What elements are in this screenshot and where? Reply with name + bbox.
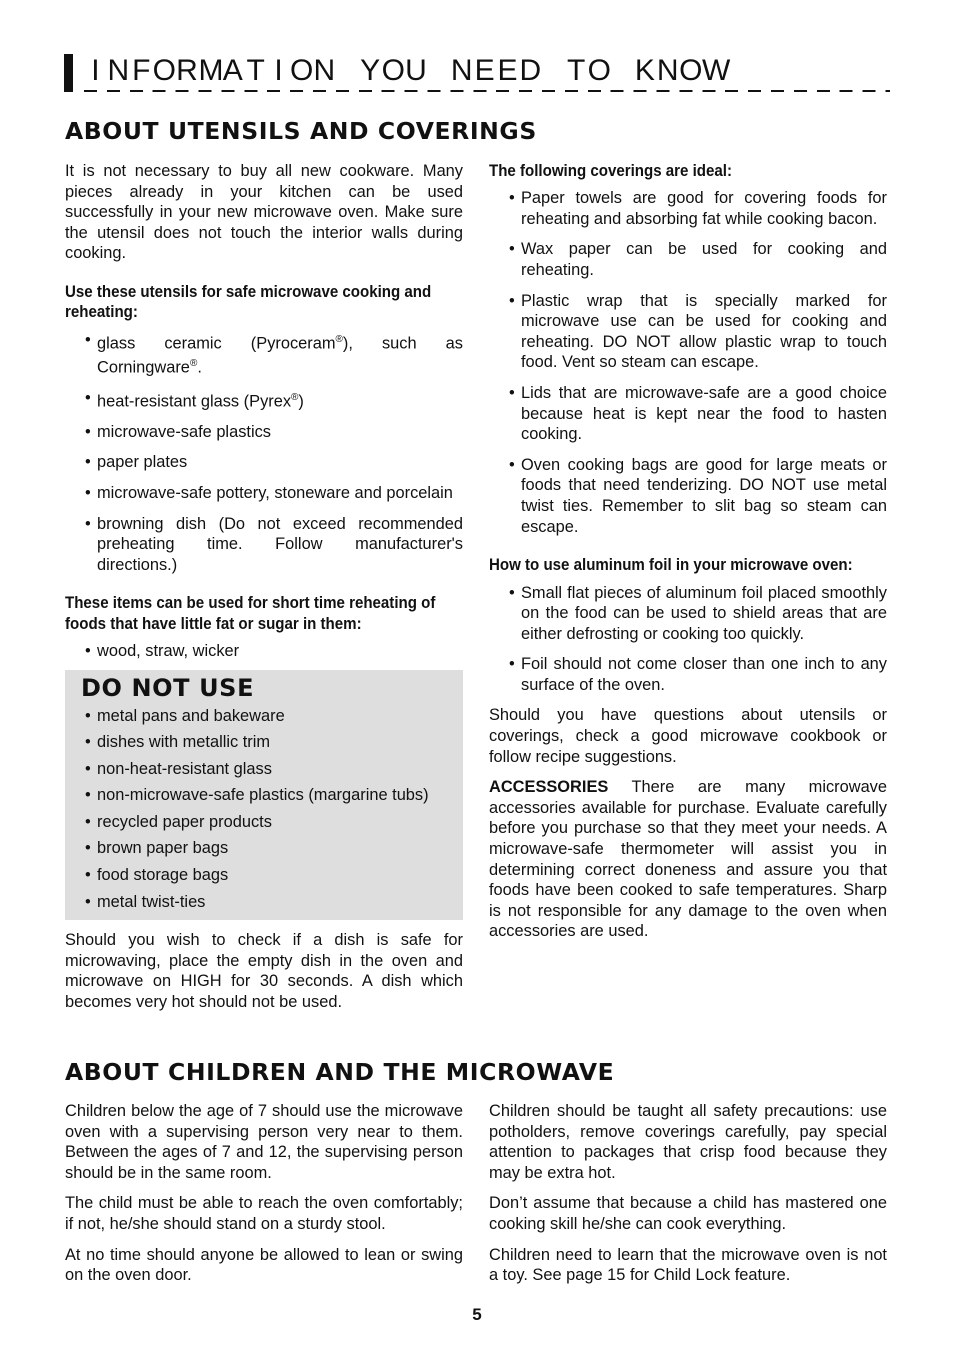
coverings-heading: The following coverings are ideal: [489,162,732,180]
list-item: • Wax paper can be used for cooking and reheating. [489,239,887,280]
children-paragraph: Don’t assume that because a child has mastered one cooking skill he/she can cook everything. [489,1194,887,1233]
list-item: • Plastic wrap that is specially marked for microwave use can be used for cooking and reheating. DO NOT allow plastic wrap to touch food. Vent so steam can escape. [489,291,887,373]
children-heading: ABOUT CHILDREN AND THE MICROWAVE [65,1058,615,1086]
right-column [489,161,887,952]
utensils-intro: It is not necessary to buy all new cookware. Many pieces already in your kitchen can be used successfully in your new microwave oven. Make sure the utensil does not touch the interior walls during cooking. [65,162,463,263]
header-title: I N F O R M A T I O N Y O U N E E D T O K N O W [91,54,731,87]
foil-list [489,583,887,696]
children-right-column [489,1101,887,1296]
list-item: • heat-resistant glass (Pyrex®) [65,388,463,412]
list-item: • non-microwave-safe plastics (margarine tubs) [65,785,463,806]
header-bar [64,54,73,92]
list-item: • Lids that are microwave-safe are a good choice because heat is kept near the food to hasten cooking. [489,383,887,445]
children-paragraph: Children below the age of 7 should use the microwave oven with a supervising person very near to them. Between the ages of 7 and 12, the supervising person should be in the same room. [65,1102,463,1182]
do-not-use-heading: DO NOT USE [81,673,255,702]
dish-test-paragraph: Should you wish to check if a dish is safe for microwaving, place the empty dish in the oven and microwave on HIGH for 30 seconds. A dish which becomes very hot should not be used. [65,931,463,1012]
list-item: • metal pans and bakeware [65,706,463,727]
list-item: • recycled paper products [65,812,463,833]
list-item: • microwave-safe pottery, stoneware and porcelain [65,483,463,504]
children-paragraph: Children should be taught all safety precautions: use potholders, remove coverings carefully, pay special attention to packages that crisp food because they may be extra hot. [489,1102,887,1182]
list-item: • glass ceramic (Pyroceram®), such as Corningware®. [65,330,463,378]
children-paragraph: Children need to learn that the microwave oven is not a toy. See page 15 for Child Lock feature. [489,1245,887,1285]
foil-heading: How to use aluminum foil in your microwave oven: [489,556,853,575]
coverings-list [489,188,887,537]
list-item: • brown paper bags [65,838,463,859]
safe-utensils-heading: Use these utensils for safe microwave cooking and reheating: [65,282,432,322]
do-not-use-box [65,670,463,921]
list-item: • non-heat-resistant glass [65,759,463,780]
list-item: • dishes with metallic trim [65,732,463,753]
accessories-label: ACCESSORIES [489,778,609,797]
accessories-text: There are many microwave accessories available for purchase. Evaluate carefully before you purchase so that they meet your needs. A microwave-safe thermometer will assist you in determining correct doneness and assure you that foods have been cooked to safe temperatures. Sharp is not responsible for any damage to the oven when accessories are used. [489,778,887,941]
list-item: • Paper towels are good for covering foods for reheating and absorbing fat while cooking bacon. [489,188,887,229]
list-item: • Small flat pieces of aluminum foil placed smoothly on the food can be used to shield areas that are either defrosting or cooking too quickly. [489,583,887,645]
list-item: • paper plates [65,452,463,473]
page-header [64,52,890,94]
header-dashed-rule [84,90,890,92]
list-item: • Foil should not come closer than one inch to any surface of the oven. [489,654,887,695]
do-not-use-list [65,706,463,913]
accessories-paragraph [489,777,887,942]
list-item: • Oven cooking bags are good for large meats or foods that need tenderizing. DO NOT use metal twist ties. Remember to slit bag so steam can escape. [489,455,887,537]
children-left-column [65,1101,463,1296]
page-number: 5 [472,1305,482,1324]
list-item: • microwave-safe plastics [65,422,463,443]
list-item: • food storage bags [65,865,463,886]
questions-paragraph: Should you have questions about utensils or coverings, check a good microwave cookbook or follow recipe suggestions. [489,706,887,766]
left-column [65,161,463,1023]
safe-utensils-list [65,330,463,576]
list-item: • metal twist-ties [65,892,463,913]
short-reheat-heading: These items can be used for short time reheating of foods that have little fat or sugar in them: [65,594,436,633]
children-paragraph: At no time should anyone be allowed to lean or swing on the oven door. [65,1245,463,1285]
children-paragraph: The child must be able to reach the oven comfortably; if not, he/she should stand on a sturdy stool. [65,1194,463,1233]
short-reheat-list [65,641,463,662]
list-item: • browning dish (Do not exceed recommended preheating time. Follow manufacturer's directions.) [65,514,463,576]
list-item: • wood, straw, wicker [65,641,463,662]
utensils-heading: ABOUT UTENSILS AND COVERINGS [65,117,537,145]
